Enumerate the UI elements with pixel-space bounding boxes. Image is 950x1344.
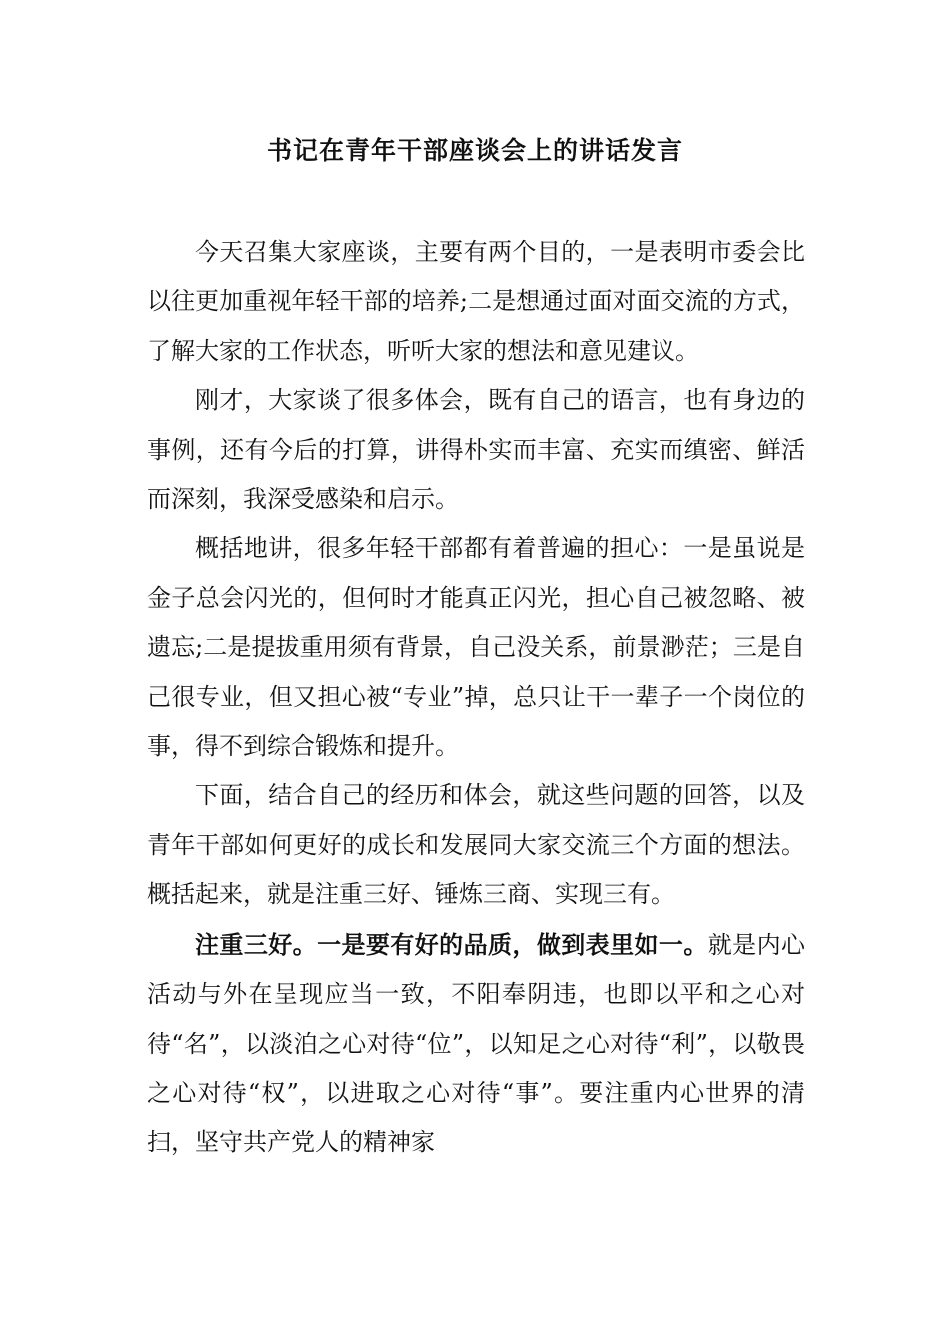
document-body bbox=[147, 228, 805, 1168]
page-title: 书记在青年干部座谈会上的讲话发言 bbox=[266, 136, 683, 165]
paragraph-2: 刚才，大家谈了很多体会，既有自己的语言，也有身边的事例，还有今后的打算，讲得朴实而丰富、充实而缜密、鲜活而深刻，我深受感染和启示。 bbox=[147, 386, 805, 514]
paragraph-4: 下面，结合自己的经历和体会，就这些问题的回答，以及青年干部如何更好的成长和发展同大家交流三个方面的想法。概括起来，就是注重三好、锤炼三商、实现三有。 bbox=[147, 781, 805, 909]
paragraph-1: 今天召集大家座谈，主要有两个目的，一是表明市委会比以往更加重视年轻干部的培养;二是想通过面对面交流的方式，了解大家的工作状态，听听大家的想法和意见建议。 bbox=[147, 238, 805, 365]
paragraph-3: 概括地讲，很多年轻干部都有着普遍的担心：一是虽说是金子总会闪光的，但何时才能真正闪光，担心自己被忽略、被遗忘;二是提拔重用须有背景，自己没关系，前景渺茫；三是自己很专业，但又担心被“专业”掉，总只让干一辈子一个岗位的事，得不到综合锻炼和提升。 bbox=[147, 534, 805, 761]
paragraph-5-bold-lead: 注重三好。一是要有好的品质，做到表里如一。 bbox=[195, 929, 708, 959]
paragraph-5 bbox=[147, 920, 805, 1168]
paragraph-5-text: 就是内心活动与外在呈现应当一致，不阳奉阴违，也即以平和之心对待“名”，以淡泊之心对待“位”，以知足之心对待“利”，以敬畏之心对待“权”，以进取之心对待“事”。要注重内心世界的清扫，坚守共产党人的精神家 bbox=[147, 930, 805, 1157]
